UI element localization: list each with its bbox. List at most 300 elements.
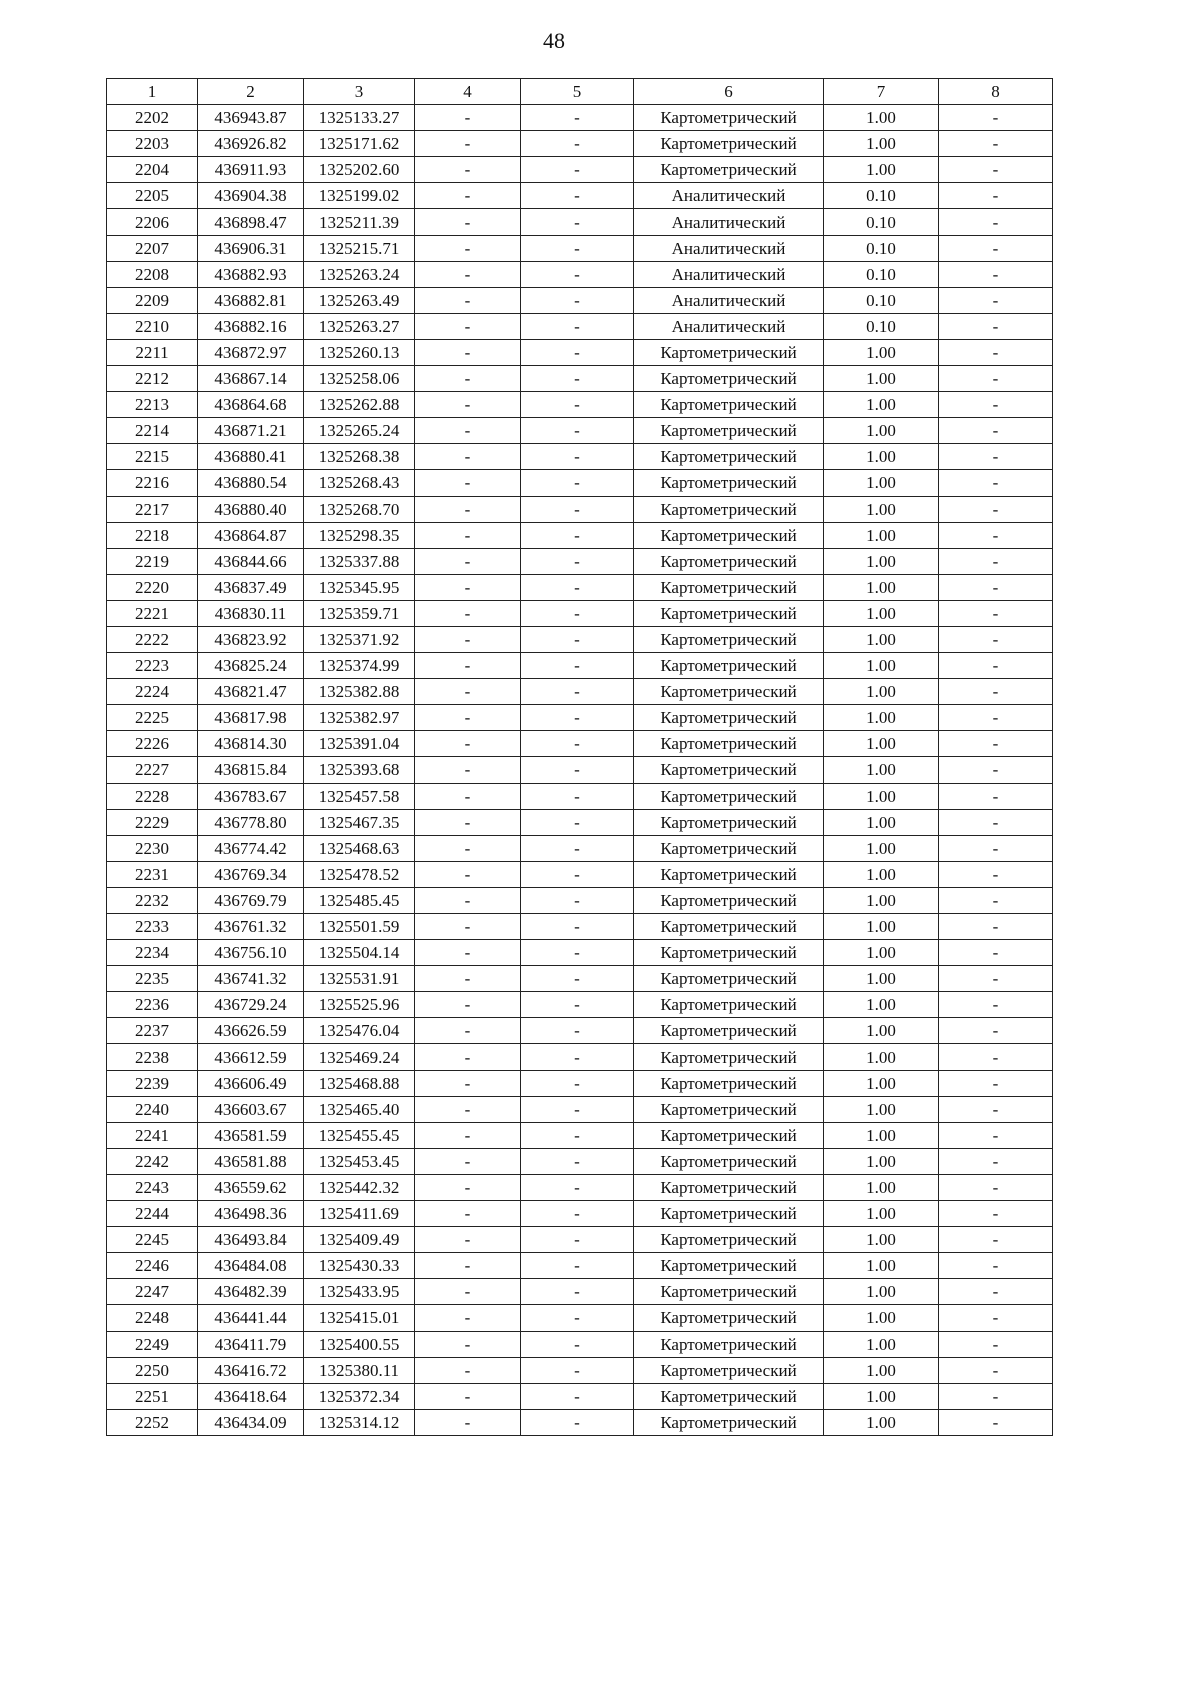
table-cell: 1325171.62 [304,131,415,157]
table-row [107,183,1053,209]
table-cell: - [521,1409,634,1435]
table-cell: 2240 [107,1096,198,1122]
table-cell: 1.00 [824,600,939,626]
table-cell: 1.00 [824,1018,939,1044]
page-number: 48 [543,28,565,53]
table-cell: 436498.36 [198,1201,304,1227]
column-header: 2 [198,79,304,105]
table-cell: - [521,1383,634,1409]
table-row [107,366,1053,392]
table-row [107,1044,1053,1070]
table-cell: - [521,235,634,261]
table-cell: - [521,522,634,548]
table-cell: - [939,496,1053,522]
table-row [107,522,1053,548]
table-cell: 1.00 [824,1174,939,1200]
table-cell: 1325371.92 [304,626,415,652]
table-cell: 436418.64 [198,1383,304,1409]
table-cell: Картометрический [634,444,824,470]
table-row [107,679,1053,705]
column-header: 5 [521,79,634,105]
table-cell: 2243 [107,1174,198,1200]
table-header-row [107,79,1053,105]
table-cell: - [521,966,634,992]
table-cell: - [415,809,521,835]
table-cell: - [939,1070,1053,1096]
table-cell: - [939,1018,1053,1044]
table-cell: - [415,887,521,913]
table-cell: Аналитический [634,313,824,339]
table-cell: - [521,705,634,731]
table-cell: - [521,835,634,861]
table-cell: 436821.47 [198,679,304,705]
table-cell: 1.00 [824,783,939,809]
table-cell: - [939,522,1053,548]
table-cell: 436482.39 [198,1279,304,1305]
table-cell: - [415,600,521,626]
table-cell: 436484.08 [198,1253,304,1279]
table-cell: 2252 [107,1409,198,1435]
table-cell: Картометрический [634,131,824,157]
table-cell: 1.00 [824,1096,939,1122]
table-cell: - [415,1409,521,1435]
table-cell: Картометрический [634,105,824,131]
table-cell: 1.00 [824,653,939,679]
table-cell: - [415,392,521,418]
table-cell: 436926.82 [198,131,304,157]
table-cell: 1.00 [824,131,939,157]
table-cell: Картометрический [634,966,824,992]
table-row [107,861,1053,887]
table-cell: 2209 [107,287,198,313]
table-cell: 2235 [107,966,198,992]
table-row [107,1096,1053,1122]
table-cell: 1.00 [824,1044,939,1070]
table-cell: 1325268.38 [304,444,415,470]
table-cell: 2219 [107,548,198,574]
table-cell: Картометрический [634,1148,824,1174]
table-cell: - [939,653,1053,679]
table-cell: 1.00 [824,835,939,861]
table-cell: Картометрический [634,339,824,365]
table-cell: - [521,757,634,783]
table-cell: 2222 [107,626,198,652]
table-cell: - [939,861,1053,887]
table-cell: 1325382.88 [304,679,415,705]
table-cell: 1325263.27 [304,313,415,339]
table-cell: 2245 [107,1227,198,1253]
table-cell: - [415,470,521,496]
table-cell: Картометрический [634,757,824,783]
table-cell: - [939,105,1053,131]
table-cell: 436434.09 [198,1409,304,1435]
table-cell: - [521,600,634,626]
table-cell: 2214 [107,418,198,444]
table-cell: - [939,1279,1053,1305]
table-cell: - [415,783,521,809]
table-cell: - [415,235,521,261]
table-cell: - [939,1044,1053,1070]
table-cell: - [521,105,634,131]
table-cell: - [521,1148,634,1174]
table-cell: - [415,157,521,183]
table-cell: 1325455.45 [304,1122,415,1148]
table-cell: Картометрический [634,574,824,600]
table-cell: - [521,313,634,339]
table-row [107,131,1053,157]
table-cell: - [415,1174,521,1200]
table-cell: - [939,1357,1053,1383]
table-cell: Аналитический [634,235,824,261]
table-cell: 1325525.96 [304,992,415,1018]
table-cell: 1.00 [824,992,939,1018]
table-cell: 436837.49 [198,574,304,600]
table-cell: Картометрический [634,392,824,418]
table-cell: 1325411.69 [304,1201,415,1227]
table-row [107,757,1053,783]
table-cell: 1325265.24 [304,418,415,444]
table-cell: - [521,261,634,287]
table-row [107,1018,1053,1044]
table-cell: Картометрический [634,418,824,444]
table-cell: 1.00 [824,470,939,496]
table-cell: - [939,914,1053,940]
table-cell: 1.00 [824,1201,939,1227]
table-row [107,1174,1053,1200]
table-cell: 2248 [107,1305,198,1331]
table-cell: 1325380.11 [304,1357,415,1383]
table-cell: 1.00 [824,861,939,887]
table-cell: - [415,444,521,470]
table-row [107,809,1053,835]
table-cell: 1325468.88 [304,1070,415,1096]
table-cell: - [415,1357,521,1383]
table-cell: - [939,548,1053,574]
table-cell: 436603.67 [198,1096,304,1122]
table-row [107,914,1053,940]
table-cell: Картометрический [634,1044,824,1070]
table-cell: - [521,1279,634,1305]
table-cell: - [521,1096,634,1122]
table-cell: Картометрический [634,157,824,183]
table-cell: 1.00 [824,392,939,418]
table-cell: - [939,705,1053,731]
table-cell: 1.00 [824,1279,939,1305]
table-cell: - [521,392,634,418]
table-cell: Картометрический [634,887,824,913]
table-cell: - [415,861,521,887]
table-cell: 1325314.12 [304,1409,415,1435]
table-cell: - [939,992,1053,1018]
table-cell: - [521,209,634,235]
table-cell: - [415,366,521,392]
table-row [107,496,1053,522]
table-cell: 1.00 [824,418,939,444]
table-cell: - [415,914,521,940]
table-cell: - [415,1253,521,1279]
column-header: 8 [939,79,1053,105]
table-cell: - [939,626,1053,652]
table-cell: 436904.38 [198,183,304,209]
table-cell: Картометрический [634,653,824,679]
table-cell: 1325374.99 [304,653,415,679]
table-cell: - [939,261,1053,287]
table-cell: - [415,626,521,652]
table-row [107,992,1053,1018]
table-cell: Картометрический [634,366,824,392]
table-row [107,235,1053,261]
table-cell: - [939,783,1053,809]
table-cell: 2208 [107,261,198,287]
table-cell: - [521,157,634,183]
table-cell: Картометрический [634,1201,824,1227]
table-cell: - [415,653,521,679]
table-cell: - [521,444,634,470]
table-cell: 2232 [107,887,198,913]
table-cell: 2223 [107,653,198,679]
table-cell: 1.00 [824,1122,939,1148]
table-cell: Аналитический [634,183,824,209]
table-cell: 2213 [107,392,198,418]
table-cell: - [415,131,521,157]
table-cell: 1325501.59 [304,914,415,940]
table-cell: 436864.87 [198,522,304,548]
table-cell: 1.00 [824,444,939,470]
table-row [107,287,1053,313]
table-cell: 2216 [107,470,198,496]
table-cell: Картометрический [634,1383,824,1409]
table-cell: 436864.68 [198,392,304,418]
table-cell: 1.00 [824,366,939,392]
table-cell: 2249 [107,1331,198,1357]
table-cell: 2238 [107,1044,198,1070]
table-cell: 1325359.71 [304,600,415,626]
table-cell: 1.00 [824,1227,939,1253]
table-cell: 1325433.95 [304,1279,415,1305]
table-cell: 1.00 [824,1409,939,1435]
table-cell: 436882.93 [198,261,304,287]
table-cell: 1325391.04 [304,731,415,757]
table-cell: 436729.24 [198,992,304,1018]
table-cell: - [521,339,634,365]
table-row [107,600,1053,626]
table-cell: - [521,887,634,913]
table-cell: 1.00 [824,339,939,365]
table-cell: - [521,1122,634,1148]
table-cell: Аналитический [634,261,824,287]
table-cell: - [521,1174,634,1200]
table-cell: 436612.59 [198,1044,304,1070]
table-cell: 2234 [107,940,198,966]
table-cell: - [939,235,1053,261]
table-cell: - [415,940,521,966]
table-cell: Картометрический [634,940,824,966]
table-cell: - [939,1174,1053,1200]
table-cell: - [415,705,521,731]
table-row [107,1201,1053,1227]
table-cell: Аналитический [634,287,824,313]
table-row [107,209,1053,235]
table-cell: - [415,548,521,574]
table-cell: 436825.24 [198,653,304,679]
table-cell: 1325478.52 [304,861,415,887]
table-cell: 436769.79 [198,887,304,913]
table-cell: - [939,1122,1053,1148]
coordinates-table [106,78,1053,1436]
table-cell: - [521,914,634,940]
table-row [107,1148,1053,1174]
table-cell: 2218 [107,522,198,548]
table-cell: - [939,470,1053,496]
table-cell: Картометрический [634,522,824,548]
table-cell: - [939,392,1053,418]
table-row [107,105,1053,131]
table-cell: 436898.47 [198,209,304,235]
table-cell: - [415,183,521,209]
table-cell: 1325393.68 [304,757,415,783]
table-row [107,705,1053,731]
table-cell: 1325442.32 [304,1174,415,1200]
table-cell: 1325298.35 [304,522,415,548]
table-cell: 1.00 [824,940,939,966]
table-cell: 2224 [107,679,198,705]
table-cell: - [521,1227,634,1253]
table-cell: 436880.40 [198,496,304,522]
table-cell: - [415,992,521,1018]
table-cell: - [939,418,1053,444]
table-cell: 2230 [107,835,198,861]
table-row [107,418,1053,444]
table-cell: 0.10 [824,313,939,339]
table-cell: 436880.54 [198,470,304,496]
table-cell: Картометрический [634,1409,824,1435]
table-row [107,1409,1053,1435]
table-cell: 1325430.33 [304,1253,415,1279]
table-cell: Картометрический [634,992,824,1018]
table-cell: 2241 [107,1122,198,1148]
table-cell: 1325415.01 [304,1305,415,1331]
table-cell: 436867.14 [198,366,304,392]
table-cell: - [415,313,521,339]
table-cell: - [415,1018,521,1044]
column-header: 7 [824,79,939,105]
table-cell: 1325504.14 [304,940,415,966]
table-cell: 1.00 [824,1305,939,1331]
table-cell: 1.00 [824,1148,939,1174]
table-cell: - [415,1044,521,1070]
table-cell: Картометрический [634,626,824,652]
table-row [107,1357,1053,1383]
table-cell: - [939,966,1053,992]
table-cell: - [521,1018,634,1044]
table-cell: 1325258.06 [304,366,415,392]
table-cell: 2225 [107,705,198,731]
table-cell: - [939,1148,1053,1174]
table-cell: - [939,1409,1053,1435]
table-cell: - [939,444,1053,470]
table-cell: - [939,183,1053,209]
table-row [107,1331,1053,1357]
table-cell: - [415,1201,521,1227]
table-cell: - [521,940,634,966]
table-cell: - [521,1305,634,1331]
table-row [107,574,1053,600]
table-cell: 436741.32 [198,966,304,992]
table-cell: Картометрический [634,1096,824,1122]
table-cell: 2202 [107,105,198,131]
table-cell: 1.00 [824,679,939,705]
table-cell: - [939,940,1053,966]
table-cell: 436493.84 [198,1227,304,1253]
table-cell: - [521,1331,634,1357]
table-cell: - [521,287,634,313]
table-cell: 436778.80 [198,809,304,835]
table-cell: - [415,1331,521,1357]
table-cell: 1.00 [824,105,939,131]
table-row [107,1253,1053,1279]
table-cell: - [939,1253,1053,1279]
table-cell: - [939,313,1053,339]
table-cell: Картометрический [634,1331,824,1357]
table-cell: 2217 [107,496,198,522]
table-cell: - [939,157,1053,183]
table-cell: 2207 [107,235,198,261]
table-cell: Картометрический [634,1174,824,1200]
table-cell: 2231 [107,861,198,887]
table-cell: 1325400.55 [304,1331,415,1357]
table-cell: 436411.79 [198,1331,304,1357]
table-cell: 1.00 [824,574,939,600]
table-cell: 436559.62 [198,1174,304,1200]
table-cell: 1325345.95 [304,574,415,600]
table-row [107,444,1053,470]
table-row [107,1305,1053,1331]
table-cell: 2239 [107,1070,198,1096]
table-cell: 1325457.58 [304,783,415,809]
table-cell: 1325133.27 [304,105,415,131]
table-row [107,157,1053,183]
table-cell: 0.10 [824,183,939,209]
table-cell: Картометрический [634,731,824,757]
table-cell: 436441.44 [198,1305,304,1331]
table-cell: - [521,653,634,679]
table-cell: 2228 [107,783,198,809]
table-cell: - [939,287,1053,313]
table-cell: - [939,1383,1053,1409]
table-cell: Картометрический [634,679,824,705]
table-cell: - [521,992,634,1018]
table-cell: - [939,1227,1053,1253]
table-cell: - [939,366,1053,392]
table-row [107,783,1053,809]
table-row [107,1383,1053,1409]
table-cell: - [415,522,521,548]
table-cell: 436880.41 [198,444,304,470]
table-cell: 436844.66 [198,548,304,574]
table-cell: - [415,209,521,235]
table-cell: Картометрический [634,1070,824,1096]
table-cell: 436814.30 [198,731,304,757]
table-row [107,731,1053,757]
table-row [107,835,1053,861]
table-cell: - [521,626,634,652]
table-row [107,470,1053,496]
table-cell: 1.00 [824,809,939,835]
table-row [107,313,1053,339]
table-cell: 2233 [107,914,198,940]
table-cell: 436769.34 [198,861,304,887]
table-cell: 436911.93 [198,157,304,183]
